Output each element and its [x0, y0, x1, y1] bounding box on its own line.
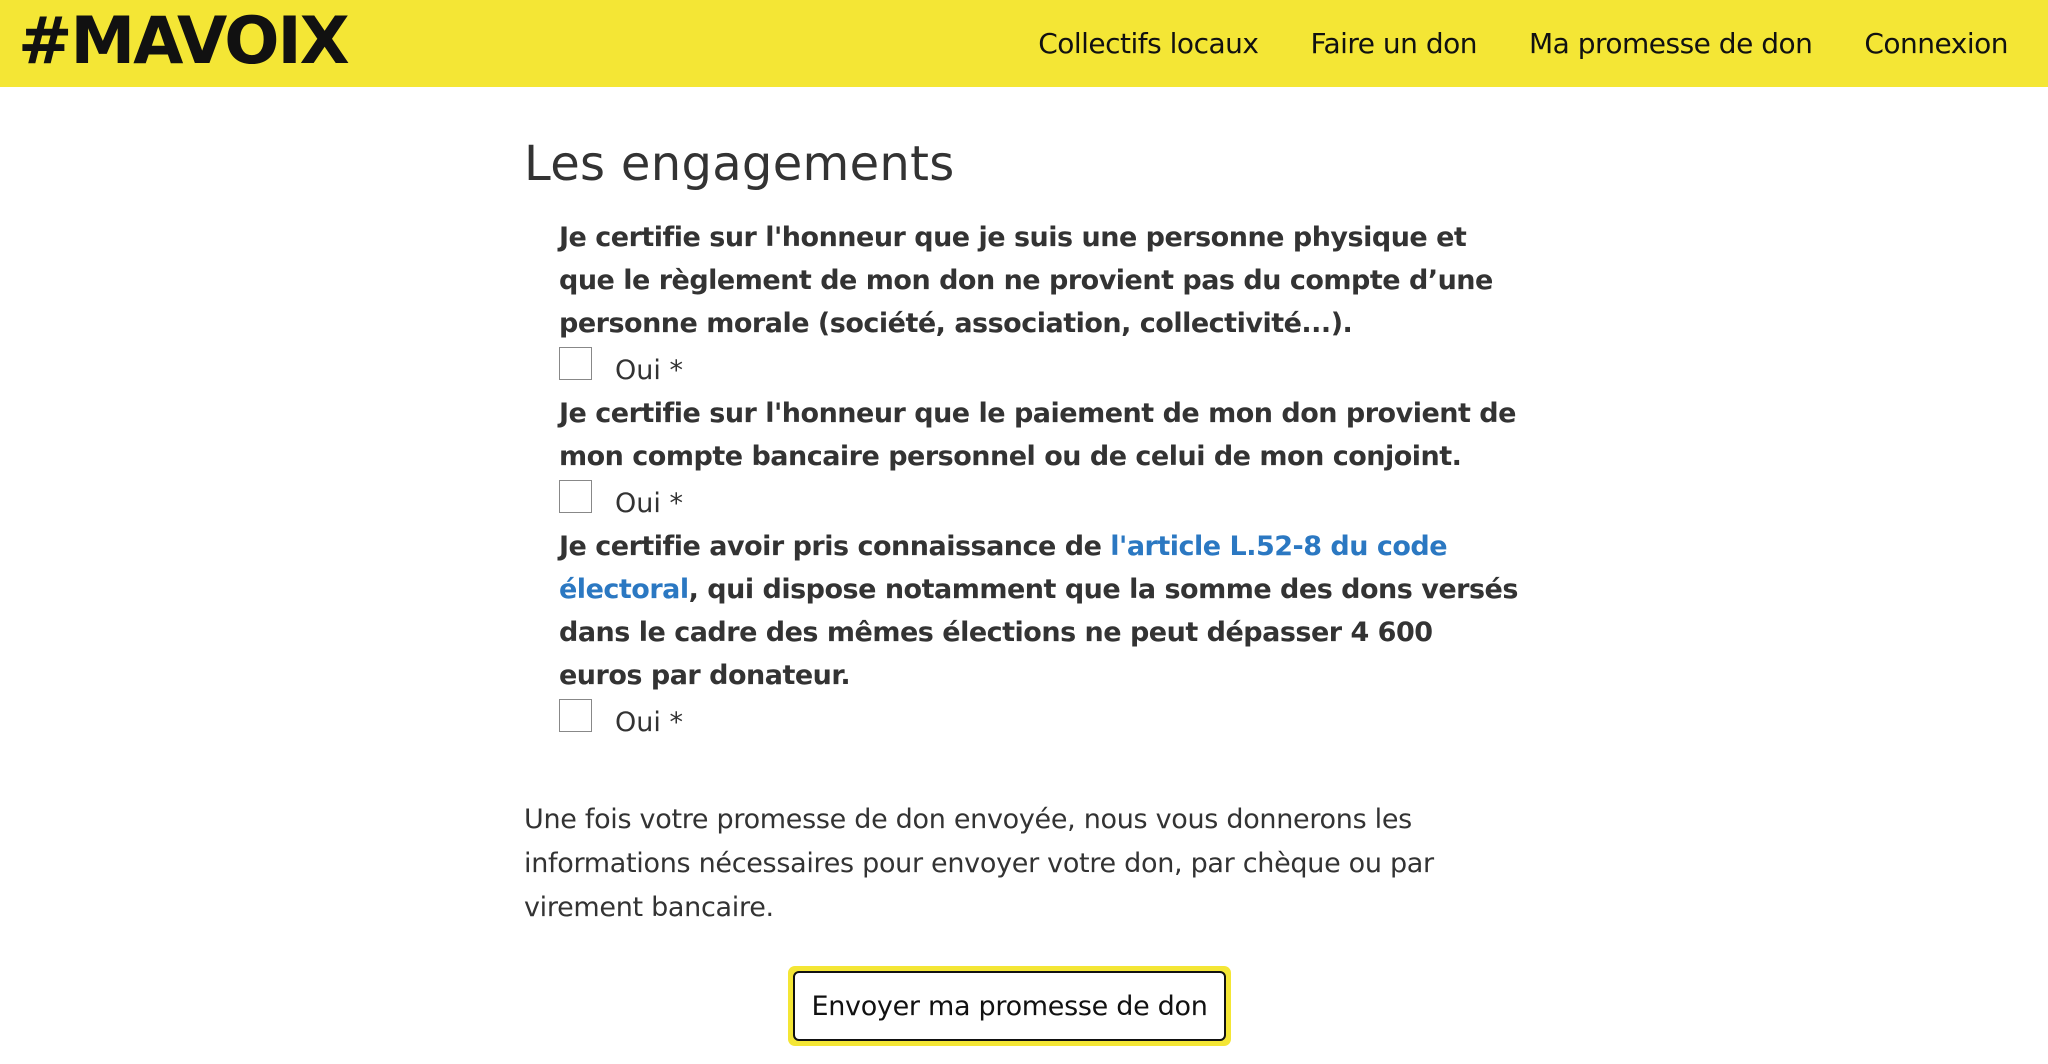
- submit-pledge-button[interactable]: Envoyer ma promesse de don: [793, 971, 1226, 1041]
- engagement-2-checkbox[interactable]: [559, 480, 592, 513]
- page-title: Les engagements: [524, 136, 955, 192]
- engagement-1-checkbox-row: [559, 347, 1519, 392]
- submit-button-focus-ring: [788, 966, 1231, 1046]
- info-paragraph: Une fois votre promesse de don envoyée, nous vous donnerons les informations nécessaires pour envoyer votre don, par chèque ou par virement bancaire.: [524, 804, 1434, 923]
- engagement-3-checkbox-row: [559, 699, 1519, 744]
- engagement-2-checkbox-label[interactable]: Oui *: [615, 488, 683, 519]
- engagement-3-text-before: Je certifie avoir pris connaissance de: [559, 531, 1111, 562]
- engagement-1-checkbox[interactable]: [559, 347, 592, 380]
- engagements-list: [559, 216, 1519, 744]
- nav-link-ma-promesse-de-don[interactable]: Ma promesse de don: [1528, 27, 1813, 60]
- main-content: [524, 130, 1518, 957]
- header-bar: [0, 0, 2048, 87]
- engagement-3-checkbox[interactable]: [559, 699, 592, 732]
- nav-link-collectifs-locaux[interactable]: Collectifs locaux: [1038, 27, 1259, 60]
- engagement-2-text: Je certifie sur l'honneur que le paiement de mon don provient de mon compte bancaire personnel ou de celui de mon conjoint.: [559, 398, 1516, 472]
- site-logo[interactable]: #MAVOIX: [18, 4, 348, 79]
- engagement-3-text: [559, 525, 1519, 697]
- nav-link-faire-un-don[interactable]: Faire un don: [1310, 27, 1477, 60]
- engagement-3-text-after: , qui dispose notamment que la somme des dons versés dans le cadre des mêmes élections ne peut dépasser 4 600 euros par donateur.: [559, 574, 1518, 691]
- electoral-code-link[interactable]: l'article L.52-8 du code électoral: [559, 531, 1448, 605]
- engagement-1-text: Je certifie sur l'honneur que je suis une personne physique et que le règlement de mon don ne provient pas du compte d’une personne morale (société, association, collectivité...).: [559, 222, 1493, 339]
- engagement-3-checkbox-label[interactable]: Oui *: [615, 707, 683, 738]
- main-nav: [986, 0, 2008, 87]
- nav-link-connexion[interactable]: Connexion: [1864, 27, 2008, 60]
- engagement-1-checkbox-label[interactable]: Oui *: [615, 355, 683, 386]
- engagement-2-checkbox-row: [559, 480, 1519, 525]
